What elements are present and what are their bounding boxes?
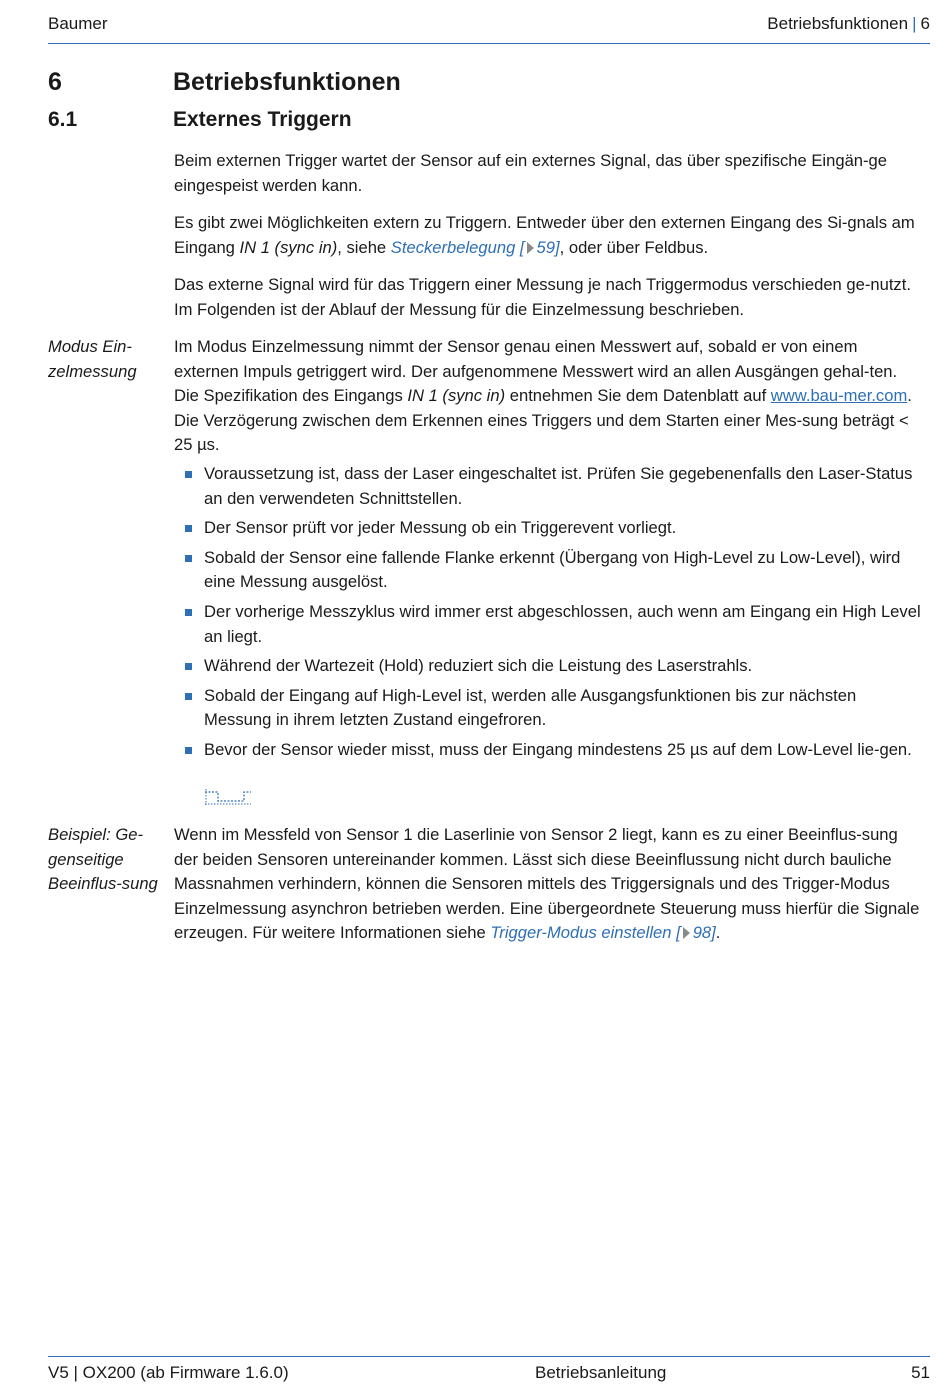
footer-version: V5 | OX200 (ab Firmware 1.6.0) [48, 1363, 289, 1382]
list-item [174, 462, 926, 511]
list-item [174, 684, 926, 733]
mode-text-a: Im Modus Einzelmessung nimmt der Sensor genau einen Messwert auf, sobald er von einem externen Impuls getriggert wird. Der aufgenommene Messwert wird an allen Ausgängen gehal-ten. Die Spezifikation des Eingangs [174, 337, 898, 406]
example-text-a: Wenn im Messfeld von Sensor 1 die Laserlinie von Sensor 2 liegt, kann es zu einer Beeinflus-sung der beiden Sensoren untereinander kommen. Lässt sich diese Beeinflussung nicht durch bauliche Massnahmen verhindern, können die Sensoren mittels des Triggersignals und des Trigger-Modus Einzelmessung asynchron betrieben werden. Eine übergeordnete Steuerung muss hierfür die Signale erzeugen. Für weitere Informationen siehe [174, 825, 920, 943]
bullet-square-icon [185, 471, 192, 478]
bullet-square-icon [185, 609, 192, 616]
mode-input-name: IN 1 (sync in) [407, 386, 506, 406]
intro-paragraph-2 [174, 211, 926, 260]
input-name: IN 1 (sync in) [239, 237, 338, 257]
list-item [174, 546, 926, 595]
page-footer [48, 1356, 930, 1388]
chapter-number: 6 [48, 68, 62, 96]
page-ref-arrow-icon [683, 927, 690, 939]
header-chapter-title: Betriebsfunktionen [767, 14, 909, 33]
bullet-square-icon [185, 525, 192, 532]
trigger-signal-diagram-icon [204, 788, 252, 806]
section-title: Externes Triggern [173, 108, 352, 131]
page-header [48, 14, 930, 44]
footer-document-type: Betriebsanleitung [535, 1363, 667, 1382]
list-item-text: Bevor der Sensor wieder misst, muss der Eingang mindestens 25 µs auf dem Low-Level lie-gen. [204, 739, 912, 759]
mode-text-d: . Die Verzögerung zwischen dem Erkennen eines Triggers und dem Starten einer Mes-sung beträgt < 25 µs. [174, 386, 912, 455]
list-item-text: Der Sensor prüft vor jeder Messung ob ein Triggerevent vorliegt. [204, 518, 677, 538]
header-separator: | [912, 14, 917, 33]
intro2-text-c: , siehe [337, 237, 391, 257]
mode-text-c: entnehmen Sie dem Datenblatt auf [505, 386, 771, 406]
intro2-text-d: , oder über Feldbus. [559, 237, 709, 257]
example-text-d: . [715, 923, 721, 943]
section-number: 6.1 [48, 108, 78, 131]
link-trigger-modus-page[interactable]: 98] [692, 923, 716, 943]
intro-paragraph-3: Das externe Signal wird für das Triggern einer Messung je nach Triggermodus verschieden ge-nutzt. Im Folgenden ist der Ablauf der Messung für die Einzelmessung beschrieben. [174, 275, 911, 319]
example-paragraph [174, 823, 926, 946]
link-steckerbelegung-label[interactable]: Steckerbelegung [ [390, 237, 525, 257]
baumer-website-link[interactable]: www.bau-mer.com [770, 386, 908, 406]
list-item [174, 654, 926, 679]
bullet-square-icon [185, 555, 192, 562]
link-steckerbelegung[interactable] [391, 238, 560, 257]
link-trigger-modus-label[interactable]: Trigger-Modus einstellen [ [490, 923, 681, 943]
mode-paragraph [174, 335, 926, 458]
list-item-text: Voraussetzung ist, dass der Laser eingeschaltet ist. Prüfen Sie gegebenenfalls den Laser-Status an den verwendeten Schnittstellen. [204, 464, 913, 508]
list-item-text: Sobald der Eingang auf High-Level ist, werden alle Ausgangsfunktionen bis zur nächsten Messung in ihrem letzten Zustand eingefroren. [204, 685, 857, 730]
page-ref-arrow-icon [527, 242, 534, 254]
link-trigger-modus[interactable] [490, 923, 715, 942]
intro-paragraph-1: Beim externen Trigger wartet der Sensor auf ein externes Signal, das über spezifische Eingän-ge eingespeist werden kann. [174, 151, 888, 195]
list-item [174, 516, 926, 541]
list-item [174, 600, 926, 649]
margin-note-beispiel: Beispiel: Ge-genseitige Beeinflus-sung [48, 825, 158, 894]
header-brand: Baumer [48, 14, 108, 33]
bullet-square-icon [185, 747, 192, 754]
link-steckerbelegung-page[interactable]: 59] [536, 237, 560, 257]
bullet-square-icon [185, 663, 192, 670]
list-item-text: Während der Wartezeit (Hold) reduziert sich die Leistung des Laserstrahls. [204, 656, 753, 676]
header-chapter-number: 6 [920, 14, 930, 33]
chapter-title: Betriebsfunktionen [173, 68, 401, 96]
footer-page-number: 51 [911, 1363, 930, 1382]
bullet-square-icon [185, 693, 192, 700]
header-chapter [767, 14, 930, 34]
list-item [174, 738, 926, 763]
list-item-text: Der vorherige Messzyklus wird immer erst abgeschlossen, auch wenn am Eingang ein High Level an liegt. [204, 601, 921, 646]
intro2-text-a: Es gibt zwei Möglichkeiten extern zu Triggern. Entweder über den externen Eingang des Si-gnals am Eingang [174, 213, 915, 257]
requirements-list [174, 462, 926, 768]
list-item-text: Sobald der Sensor eine fallende Flanke erkennt (Übergang von High-Level zu Low-Level), wird eine Messung ausgelöst. [204, 547, 901, 592]
margin-note-modus: Modus Ein-zelmessung [48, 337, 137, 381]
